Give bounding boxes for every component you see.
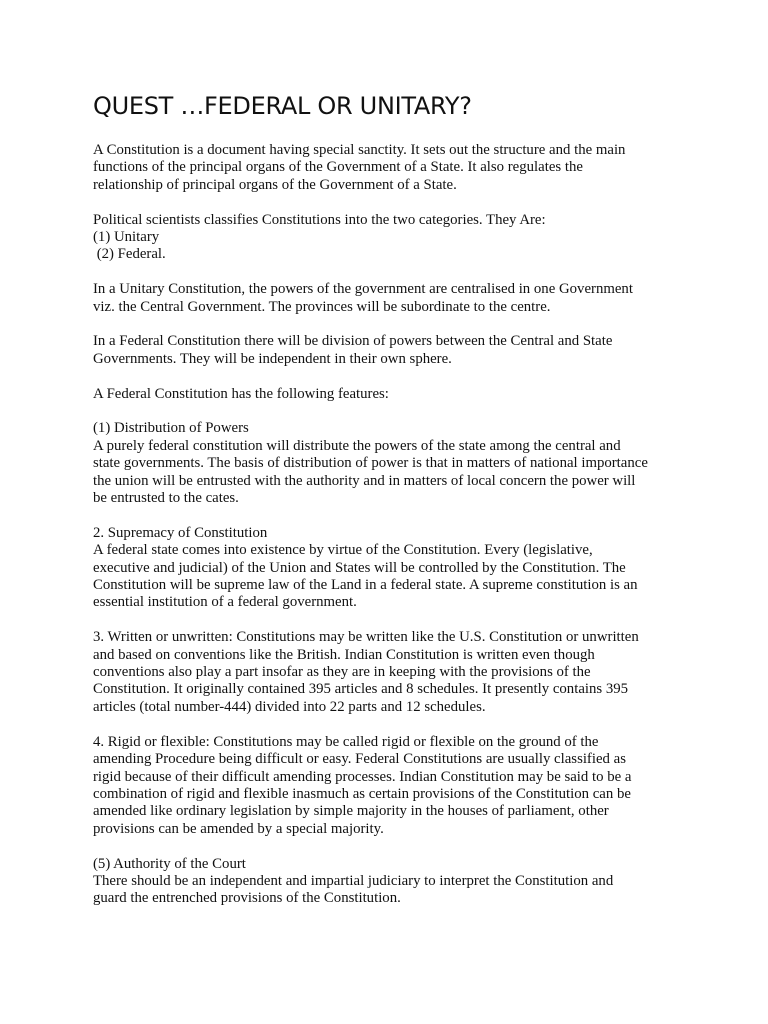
text-line: Political scientists classifies Constitutions into the two categories. They Are: (93, 211, 546, 228)
text-line: relationship of principal organs of the Government of a State. (93, 176, 457, 193)
text-line: A Constitution is a document having special sanctity. It sets out the structure and the main (93, 142, 626, 158)
text-line: rigid because of their difficult amending processes. Indian Constitution may be said to be a (93, 768, 632, 785)
text-line: 3. Written or unwritten: Constitutions may be written like the U.S. Constitution or unwritten (93, 629, 639, 646)
text-line: There should be an independent and impartial judiciary to interpret the Constitution and (93, 872, 614, 889)
text-line: be entrusted to the cates. (93, 490, 239, 507)
text-line: (1) Distribution of Powers (93, 420, 249, 437)
document-body (93, 142, 683, 925)
paragraph (93, 629, 683, 716)
text-line: state governments. The basis of distribution of power is that in matters of national importance (93, 455, 648, 472)
text-line: the union will be entrusted with the authority and in matters of local concern the power will (93, 472, 636, 489)
paragraph (93, 420, 683, 507)
text-line: essential institution of a federal government. (93, 594, 357, 611)
text-line: and based on conventions like the British. Indian Constitution is written even though (93, 646, 595, 663)
paragraph (93, 386, 683, 403)
text-line: A Federal Constitution has the following features: (93, 385, 389, 402)
text-line: Governments. They will be independent in their own sphere. (93, 350, 452, 367)
text-line: Constitution. It originally contained 395 articles and 8 schedules. It presently contains 395 (93, 681, 629, 698)
text-line: combination of rigid and flexible inasmuch as certain provisions of the Constitution can be (93, 785, 631, 802)
text-line: Constitution will be supreme law of the Land in a federal state. A supreme constitution is an (93, 577, 638, 594)
paragraph (93, 856, 683, 908)
paragraph (93, 281, 683, 316)
paragraph (93, 734, 683, 838)
document-title: QUEST …FEDERAL OR UNITARY? (93, 92, 472, 120)
text-line: articles (total number-444) divided into 22 parts and 12 schedules. (93, 698, 486, 715)
paragraph (93, 212, 683, 264)
text-line: A purely federal constitution will distribute the powers of the state among the central and (93, 437, 621, 454)
text-line: In a Federal Constitution there will be division of powers between the Central and State (93, 333, 613, 350)
text-line: A federal state comes into existence by virtue of the Constitution. Every (legislative, (93, 542, 593, 559)
text-line: functions of the principal organs of the Government of a State. It also regulates the (93, 159, 583, 176)
text-line: (5) Authority of the Court (93, 855, 246, 872)
text-line: viz. the Central Government. The provinces will be subordinate to the centre. (93, 298, 551, 315)
text-line: (1) Unitary (93, 229, 160, 246)
text-line: 2. Supremacy of Constitution (93, 524, 268, 541)
text-line: (2) Federal. (93, 246, 166, 263)
text-line: 4. Rigid or flexible: Constitutions may be called rigid or flexible on the ground of the (93, 733, 599, 750)
paragraph (93, 333, 683, 368)
text-line: guard the entrenched provisions of the Constitution. (93, 890, 401, 907)
text-line: In a Unitary Constitution, the powers of the government are centralised in one Government (93, 281, 633, 298)
text-line: amended like ordinary legislation by simple majority in the houses of parliament, other (93, 803, 609, 820)
paragraph (93, 525, 683, 612)
text-line: conventions also play a part insofar as they are in keeping with the provisions of the (93, 664, 591, 681)
paragraph (93, 142, 683, 194)
text-line: amending Procedure being difficult or easy. Federal Constitutions are usually classified as (93, 751, 626, 768)
text-line: provisions can be amended by a special majority. (93, 820, 384, 837)
text-line: executive and judicial) of the Union and States will be controlled by the Constitution. The (93, 559, 626, 576)
